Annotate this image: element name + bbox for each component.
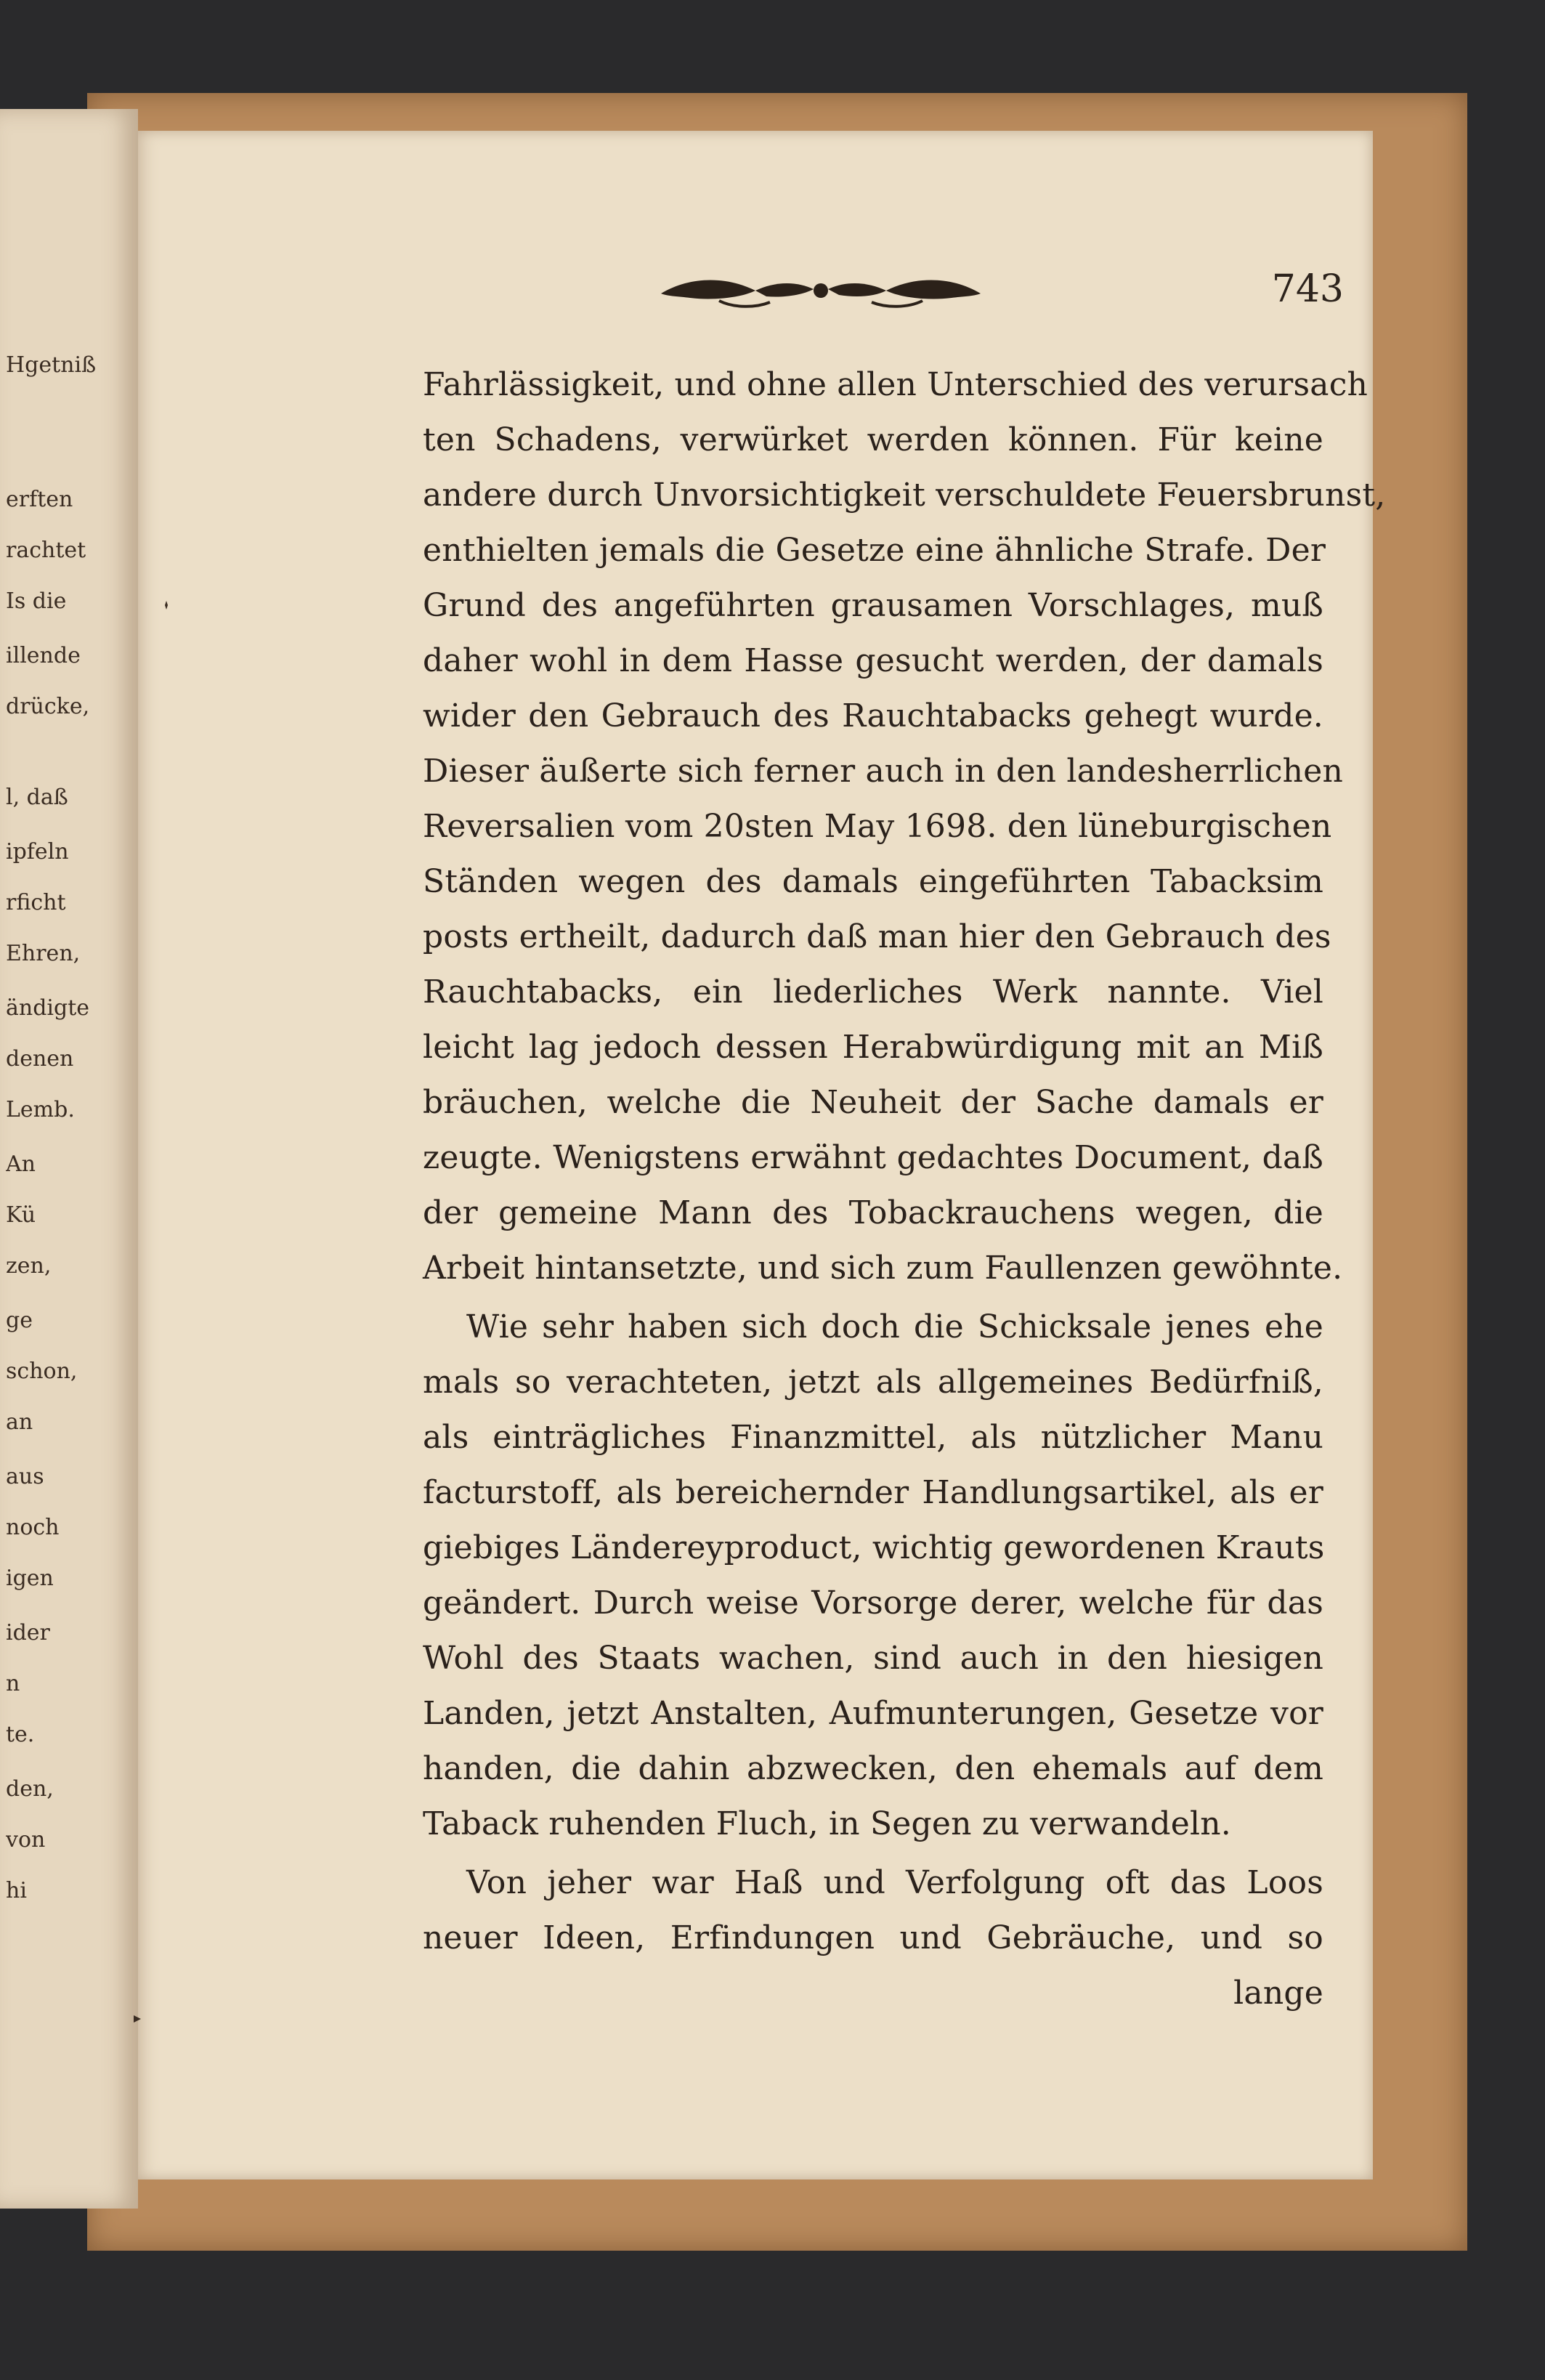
left-page-edge [0, 109, 138, 2209]
ornamental-vignette-icon [646, 269, 995, 312]
left-page-fragment: zen, [6, 1253, 52, 1279]
text-line: ten Schadens, verwürket werden können. Für keine [423, 421, 1323, 458]
left-page-fragment: schon, [6, 1359, 78, 1384]
text-line: Grund des angeführten grausamen Vorschlages, muß [423, 587, 1323, 624]
left-page-fragment: Hgetniß [6, 352, 97, 378]
margin-mark-icon [132, 2014, 142, 2024]
text-line: Dieser äußerte sich ferner auch in den landesherrlichen [423, 753, 1343, 790]
text-line: posts ertheilt, dadurch daß man hier den Gebrauch des [423, 918, 1331, 955]
text-line: neuer Ideen, Erfindungen und Gebräuche, und so [423, 1919, 1323, 1956]
text-line: Rauchtabacks, ein liederliches Werk nannte. Viel [423, 974, 1323, 1011]
left-page-fragment: Is die [6, 588, 67, 614]
left-page-fragment: ändigte [6, 995, 90, 1021]
catchword: lange [1233, 1975, 1323, 2012]
left-page-fragment: aus [6, 1464, 44, 1489]
left-page-fragment: den, [6, 1776, 54, 1802]
text-line: der gemeine Mann des Tobackrauchens wegen, die [423, 1194, 1323, 1231]
text-line: Wohl des Staats wachen, sind auch in den hiesigen [423, 1640, 1323, 1677]
text-line: leicht lag jedoch dessen Herabwürdigung mit an Miß [423, 1029, 1323, 1066]
left-page-fragment: an [6, 1409, 33, 1435]
paragraph-first-line: Wie sehr haben sich doch die Schicksale jenes ehe [466, 1308, 1323, 1345]
left-page-fragment: drücke, [6, 694, 90, 719]
left-page-fragment: hi [6, 1878, 27, 1903]
left-page-fragment: ipfeln [6, 839, 69, 865]
text-line: giebiges Ländereyproduct, wichtig gewordenen Krauts [423, 1529, 1325, 1566]
left-page-fragment: n [6, 1671, 20, 1696]
left-page-fragment: ge [6, 1308, 33, 1333]
text-line: geändert. Durch weise Vorsorge derer, welche für das [423, 1584, 1323, 1622]
text-line: facturstoff, als bereichernder Handlungsartikel, als er [423, 1474, 1323, 1511]
text-line: enthielten jemals die Gesetze eine ähnliche Strafe. Der [423, 532, 1326, 569]
left-page-fragment: illende [6, 643, 81, 668]
left-page-fragment: Lemb. [6, 1097, 75, 1122]
left-page-fragment: ider [6, 1620, 50, 1646]
text-line: zeugte. Wenigstens erwähnt gedachtes Document, daß [423, 1139, 1323, 1176]
text-line: Fahrlässigkeit, und ohne allen Unterschied des verursach [423, 366, 1368, 403]
text-line: Taback ruhenden Fluch, in Segen zu verwandeln. [423, 1805, 1231, 1842]
text-line: Landen, jetzt Anstalten, Aufmunterungen, Gesetze vor [423, 1695, 1323, 1732]
left-page-fragment: Kü [6, 1202, 36, 1228]
text-line: bräuchen, welche die Neuheit der Sache damals er [423, 1084, 1323, 1121]
text-line: Reversalien vom 20sten May 1698. den lüneburgischen [423, 808, 1332, 845]
left-page-fragment: rficht [6, 890, 66, 915]
paragraph-first-line: Von jeher war Haß und Verfolgung oft das Loos [466, 1864, 1323, 1901]
text-line: handen, die dahin abzwecken, den ehemals auf dem [423, 1750, 1323, 1787]
text-line: daher wohl in dem Hasse gesucht werden, der damals [423, 642, 1323, 679]
text-line: Arbeit hintansetzte, und sich zum Faullenzen gewöhnte. [423, 1250, 1343, 1287]
left-page-fragment: noch [6, 1515, 60, 1540]
left-page-fragment: igen [6, 1566, 54, 1591]
left-page-fragment: erften [6, 487, 73, 512]
text-line: wider den Gebrauch des Rauchtabacks gehegt wurde. [423, 697, 1323, 734]
text-line: Ständen wegen des damals eingeführten Tabacksim [423, 863, 1323, 900]
left-page-fragment: te. [6, 1722, 35, 1747]
page-number: 743 [1271, 267, 1344, 311]
text-line: mals so verachteten, jetzt als allgemeines Bedürfniß, [423, 1364, 1323, 1401]
left-page-fragment: Ehren, [6, 941, 81, 966]
margin-mark-icon [161, 600, 171, 610]
left-page-fragment: rachtet [6, 538, 86, 563]
left-page-fragment: An [6, 1151, 36, 1177]
text-line: als einträgliches Finanzmittel, als nützlicher Manu [423, 1419, 1323, 1456]
text-line: andere durch Unvorsichtigkeit verschuldete Feuersbrunst, [423, 477, 1386, 514]
left-page-fragment: von [6, 1827, 46, 1853]
left-page-fragment: l, daß [6, 785, 68, 810]
left-page-fragment: denen [6, 1046, 74, 1072]
book-page [138, 131, 1386, 2179]
